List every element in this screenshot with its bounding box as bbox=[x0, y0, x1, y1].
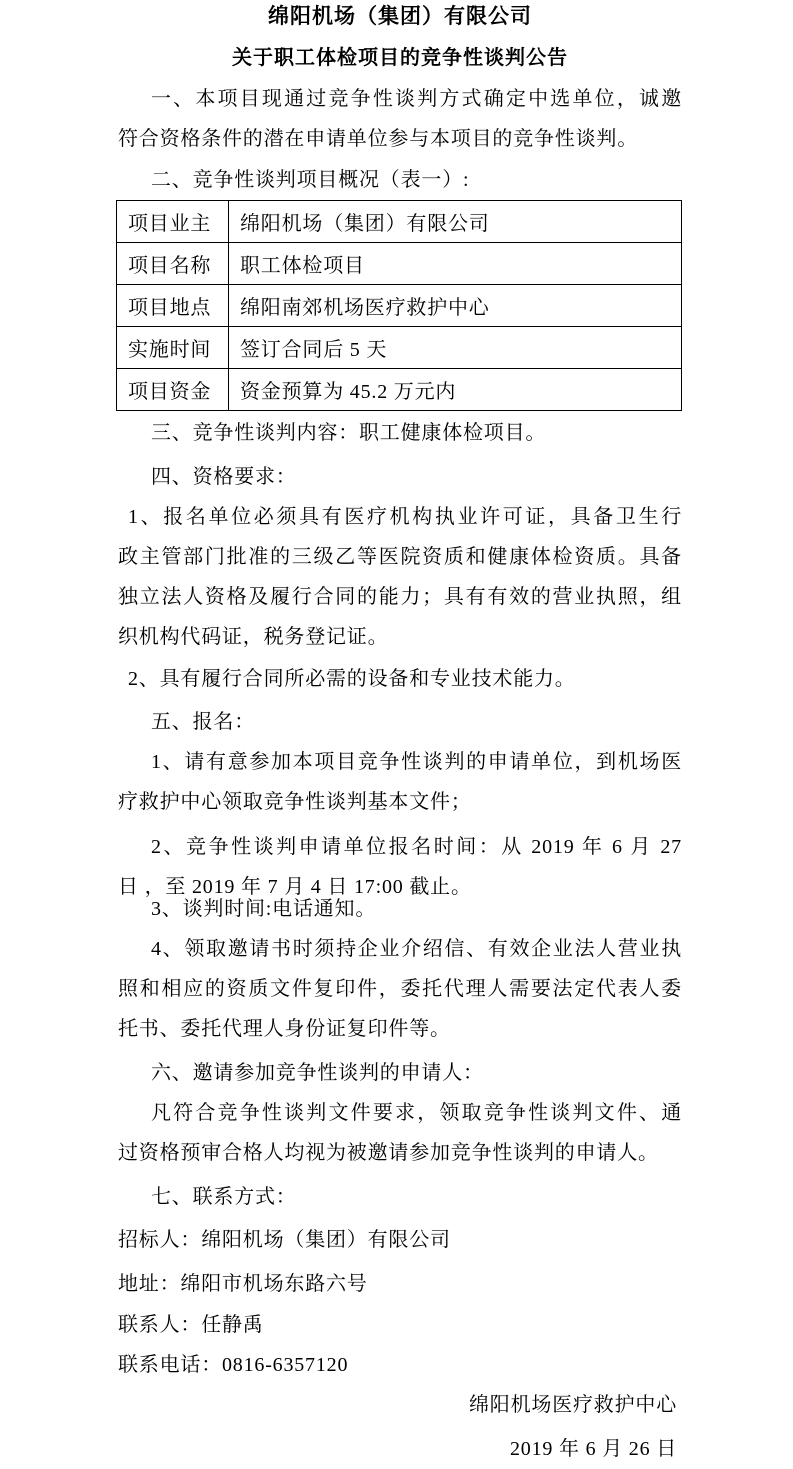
paragraph-line: 凡符合竞争性谈判文件要求，领取竞争性谈判文件、通 bbox=[151, 1102, 682, 1124]
row-value: 签订合同后 5 天 bbox=[229, 327, 682, 369]
section-4-item-1 bbox=[118, 497, 682, 657]
row-value: 职工体检项目 bbox=[229, 243, 682, 285]
address-line: 地址：绵阳市机场东路六号 bbox=[118, 1273, 368, 1295]
section-5-heading: 五、报名： bbox=[151, 711, 255, 733]
section-6-paragraph bbox=[118, 1093, 682, 1173]
section-2-heading: 二、竞争性谈判项目概况（表一）: bbox=[151, 169, 470, 191]
intro-paragraph bbox=[118, 79, 682, 159]
project-overview-table bbox=[116, 200, 682, 411]
row-label: 项目业主 bbox=[117, 201, 229, 243]
paragraph-line: 托书、委托代理人身份证复印件等。 bbox=[118, 1018, 451, 1040]
paragraph-line: 日 ，至 2019 年 7 月 4 日 17:00 截止。 bbox=[118, 876, 472, 898]
paragraph-line: 独立法人资格及履行合同的能力；具有有效的营业执照，组 bbox=[118, 586, 682, 608]
section-4-heading: 四、资格要求： bbox=[151, 466, 297, 488]
table-row bbox=[117, 285, 682, 327]
row-value: 资金预算为 45.2 万元内 bbox=[229, 369, 682, 411]
section-4-item-2: 2、具有履行合同所必需的设备和专业技术能力。 bbox=[128, 668, 576, 690]
contact-phone-line: 联系电话：0816-6357120 bbox=[118, 1354, 349, 1376]
section-6-heading: 六、邀请参加竞争性谈判的申请人： bbox=[151, 1062, 484, 1084]
paragraph-line: 照和相应的资质文件复印件，委托代理人需要法定代表人委 bbox=[118, 978, 682, 1000]
page-title: 绵阳机场（集团）有限公司 bbox=[268, 4, 532, 28]
paragraph-line: 一、本项目现通过竞争性谈判方式确定中选单位，诚邀 bbox=[151, 88, 682, 110]
row-label: 项目地点 bbox=[117, 285, 229, 327]
row-label: 项目资金 bbox=[117, 369, 229, 411]
section-5-item-3: 3、谈判时间:电话通知。 bbox=[151, 898, 377, 920]
paragraph-line: 2、竞争性谈判申请单位报名时间：从 2019 年 6 月 27 bbox=[151, 836, 682, 858]
table-row bbox=[117, 201, 682, 243]
tenderer-line: 招标人：绵阳机场（集团）有限公司 bbox=[118, 1229, 451, 1251]
table-row bbox=[117, 243, 682, 285]
paragraph-line: 政主管部门批准的三级乙等医院资质和健康体检资质。具备 bbox=[118, 546, 682, 568]
paragraph-line: 织机构代码证，税务登记证。 bbox=[118, 626, 389, 648]
section-5-item-4 bbox=[118, 929, 682, 1049]
paragraph-line: 4、领取邀请书时须持企业介绍信、有效企业法人营业执 bbox=[151, 938, 682, 960]
paragraph-line: 疗救护中心领取竞争性谈判基本文件； bbox=[118, 791, 472, 813]
paragraph-line: 1、请有意参加本项目竞争性谈判的申请单位，到机场医 bbox=[151, 751, 682, 773]
row-value: 绵阳南郊机场医疗救护中心 bbox=[229, 285, 682, 327]
section-3-heading: 三、竞争性谈判内容：职工健康体检项目。 bbox=[151, 422, 547, 444]
row-value: 绵阳机场（集团）有限公司 bbox=[229, 201, 682, 243]
row-label: 项目名称 bbox=[117, 243, 229, 285]
table-row bbox=[117, 369, 682, 411]
contact-person-line: 联系人：任静禹 bbox=[118, 1314, 264, 1336]
signature-date: 2019 年 6 月 26 日 bbox=[510, 1438, 677, 1460]
announcement-document bbox=[0, 2, 793, 1462]
signature-organization: 绵阳机场医疗救护中心 bbox=[469, 1394, 677, 1416]
section-5-item-1 bbox=[118, 742, 682, 822]
paragraph-line: 过资格预审合格人均视为被邀请参加竞争性谈判的申请人。 bbox=[118, 1142, 659, 1164]
section-7-heading: 七、联系方式： bbox=[151, 1186, 297, 1208]
table-row bbox=[117, 327, 682, 369]
paragraph-line: 符合资格条件的潜在申请单位参与本项目的竞争性谈判。 bbox=[118, 128, 638, 150]
row-label: 实施时间 bbox=[117, 327, 229, 369]
paragraph-line: 1、报名单位必须具有医疗机构执业许可证，具备卫生行 bbox=[128, 506, 682, 528]
announcement-subtitle: 关于职工体检项目的竞争性谈判公告 bbox=[232, 47, 568, 69]
